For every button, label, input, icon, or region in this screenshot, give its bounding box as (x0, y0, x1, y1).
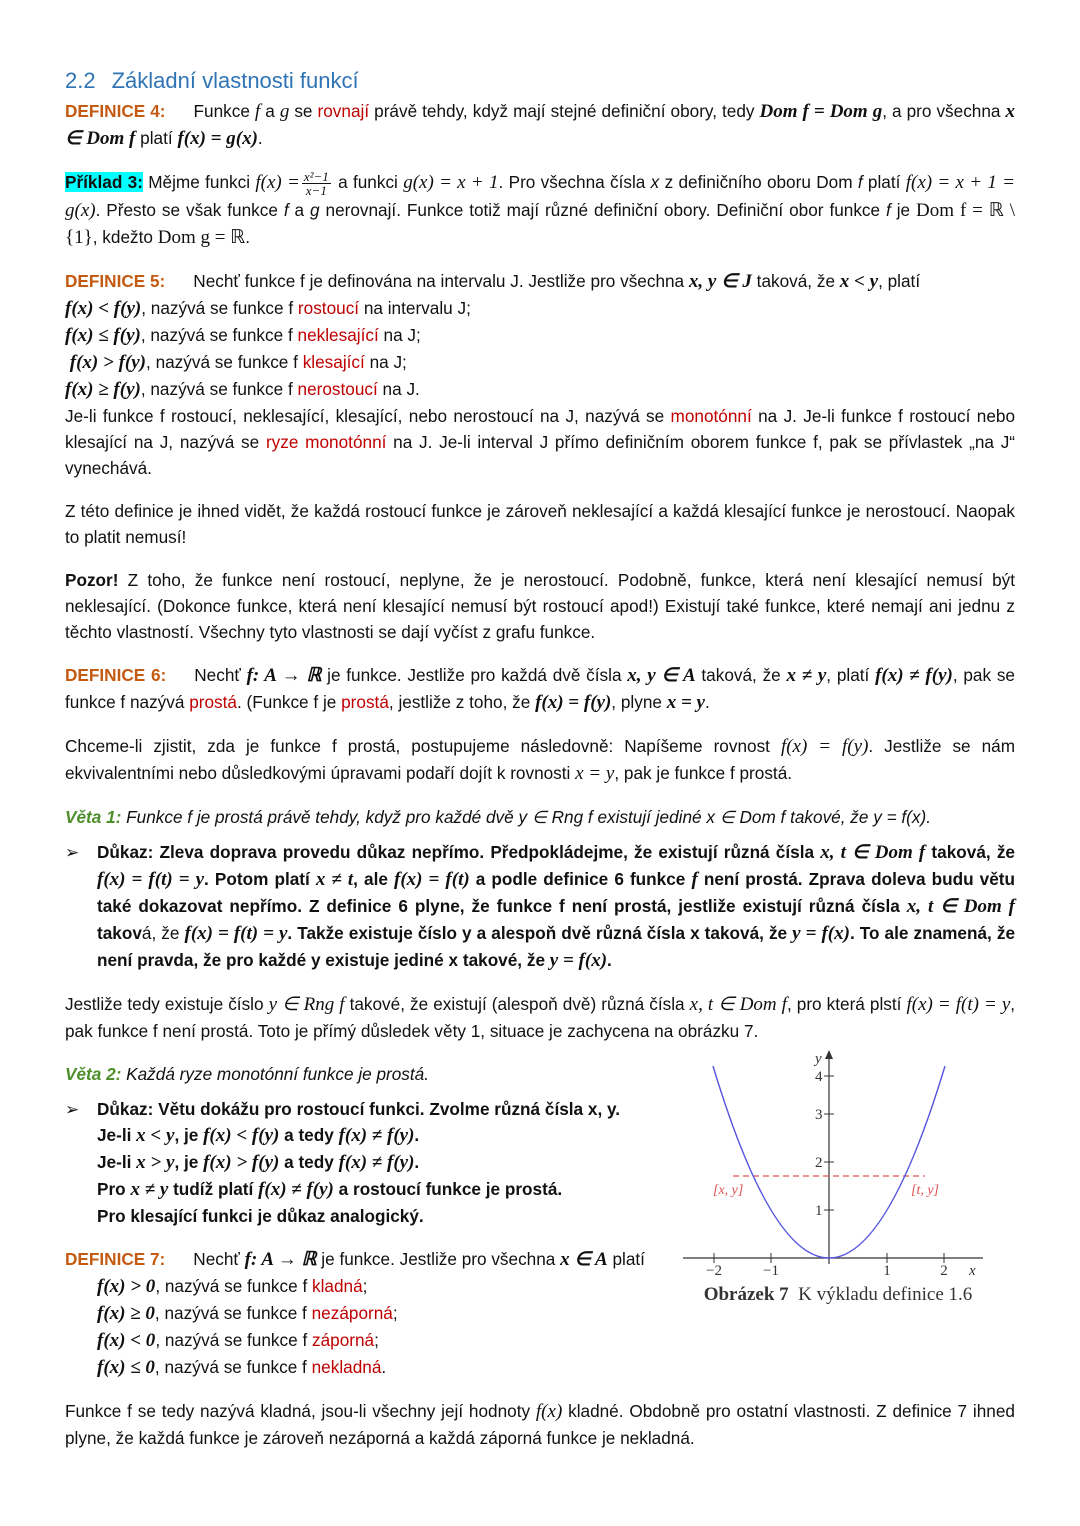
example-3: Příklad 3: Mějme funkci f(x) = $\frac{\text{x²−1}}{x-1}$ a funkci g(x) = x + 1. Pro všechna čísla x z definičního oboru Dom f platí f(x) = x + 1 = g(x). Přesto se však funkce f a g nerovnají. Funkce totiž mají různé definiční obory. Definiční obor funkce f je Dom f = ℝ \ {1}, kdežto Dom g = ℝ. (65, 168, 1016, 248)
y-axis-arrow-icon (825, 1050, 833, 1059)
fraction: $\frac{\text{x²−1}}{x-1}$ (303, 168, 329, 198)
proof-2: ➢ Důkaz: Větu dokážu pro rostoucí funkci. Zvolme různá čísla x, y. Je-li x < y, je f(x) < f(y) a tedy f(x) ≠ f(y). Je-li x > y, je f(x) > f(y) a tedy f(x) ≠ f(y). Pro x ≠ y tudíž platí f(x) ≠ f(y) a rostoucí funkce je prostá. Pro klesající funkci je důkaz analogický. (65, 1096, 665, 1229)
y-axis-label: y (815, 1051, 822, 1067)
definition-4: DEFINICE 4: Funkce f a g se rovnají právě tehdy, když mají stejné definiční obory, tedy Dom f = Dom g, a pro všechna x ∈ Dom f platí f(x) = g(x). (65, 101, 1015, 149)
y-tick-label: 1 (815, 1203, 823, 1219)
x-tick-label: 2 (940, 1263, 948, 1279)
def7-item: f(x) ≥ 0, nazývá se funkce f nezáporná; (97, 1302, 398, 1324)
theorem-2: Věta 2: Každá ryze monotónní funkce je prostá. (65, 1063, 430, 1084)
def5-item: f(x) > f(y), nazývá se funkce f klesající na J; (69, 351, 407, 373)
theorem-1: Věta 1: Funkce f je prostá právě tehdy, když pro každé dvě y ∈ Rng f existují jediné x ∈ Dom f takové, že y = f(x). (65, 806, 931, 827)
y-tick-label: 3 (815, 1107, 823, 1123)
x-tick-label: 1 (883, 1263, 891, 1279)
arrow-bullet-icon: ➢ (65, 841, 80, 862)
def5-item: f(x) < f(y), nazývá se funkce f rostoucí na intervalu J; (65, 297, 471, 319)
definition-7: DEFINICE 7: Nechť f: A → ℝ je funkce. Jestliže pro všechna x ∈ A platí f(x) > 0, nazývá se funkce f kladná; f(x) ≥ 0, nazývá se funkce f nezáporná; f(x) < 0, nazývá se funkce f záporná; f(x) ≤ 0, nazývá se funkce f nekladná. (65, 1246, 665, 1381)
x-tick-label: −1 (763, 1263, 779, 1279)
y-tick-label: 4 (815, 1069, 823, 1085)
paragraph-sign-summary: Funkce f se tedy nazývá kladná, jsou-li všechny její hodnoty f(x) kladné. Obdobně pro ostatní vlastnosti. Z definice 7 ihned plyne, že každá funkce je zároveň nezáporná a každá záporná funkce je nekladná. (65, 1400, 1015, 1448)
def5-item: f(x) ≥ f(y), nazývá se funkce f nerostoucí na J. (65, 378, 420, 400)
figure-caption: Obrázek 7 K výkladu definice 1.6 (703, 1284, 973, 1305)
proof-1: ➢ Důkaz: Zleva doprava provedu důkaz nepřímo. Předpokládejme, že existují různá čísla x, t ∈ Dom f taková, že f(x) = f(t) = y. Potom platí x ≠ t, ale f(x) = f(t) a podle definice 6 funkce f není prostá. Zprava doleva budu větu také dokazovat nepřímo. Z definice 6 plyne, že funkce f není prostá, jestliže existují různá čísla x, t ∈ Dom f taková, že f(x) = f(t) = y. Takže existuje číslo y a alespoň dvě různá čísla x taková, že y = f(x). To ale znamená, že není pravda, že pro každé y existuje jediné x takové, že y = f(x). (65, 839, 1015, 974)
keyword-rovnaji: rovnají (317, 101, 370, 121)
definition-5: DEFINICE 5: Nechť funkce f je definována na intervalu J. Jestliže pro všechna x, y ∈ J taková, že x < y, platí f(x) < f(y), nazývá se funkce f rostoucí na intervalu J; f(x) ≤ f(y), nazývá se funkce f neklesající na J; f(x) > f(y), nazývá se funkce f klesající na J; f(x) ≥ f(y), nazývá se funkce f nerostoucí na J. Je-li funkce f rostoucí, neklesající, klesající, nebo nerostoucí na J, nazývá se monotónní na J. Je-li funkce f rostoucí nebo klesající na J, nazývá se ryze monotónní na J. Je-li interval J přímo definičním oborem funkce f, pak se přívlastek „na J“ vynechává. (65, 270, 1016, 478)
paragraph-injectivity-method: Chceme-li zjistit, zda je funkce f prostá, postupujeme následovně: Napíšeme rovnost f(x) = f(y). Jestliže se nám ekvivalentními nebo důsledkovými úpravami podaří dojít k rovnosti x = y, pak je funkce f prostá. (65, 735, 1016, 784)
paragraph-consequence: Jestliže tedy existuje číslo y ∈ Rng f takové, že existují (alespoň dvě) různá čísla x, t ∈ Dom f, pro která plstí f(x) = f(t) = y, pak funkce f není prostá. Toto je přímý důsledek věty 1, situace je zachycena na obrázku 7. (65, 993, 1016, 1041)
x-axis-label: x (969, 1263, 976, 1279)
point-label-left: [x, y] (713, 1183, 744, 1198)
y-tick-label: 2 (815, 1155, 823, 1171)
def7-item: f(x) ≤ 0, nazývá se funkce f nekladná. (97, 1356, 387, 1378)
def7-item: f(x) > 0, nazývá se funkce f kladná; (97, 1275, 368, 1297)
example-label: Příklad 3: (65, 172, 143, 192)
def7-item: f(x) < 0, nazývá se funkce f záporná; (97, 1329, 379, 1351)
figure-7 (673, 1048, 1003, 1313)
parabola-graph (673, 1048, 1003, 1280)
x-tick-label: −2 (706, 1263, 722, 1279)
def5-item: f(x) ≤ f(y), nazývá se funkce f neklesající na J; (65, 324, 421, 346)
section-heading: 2.2 Základní vlastnosti funkcí (65, 68, 359, 93)
paragraph-monotone-note: Z této definice je ihned vidět, že každá rostoucí funkce je zároveň neklesající a každá klesající funkce je nerostoucí. Naopak to platit nemusí! (65, 500, 1015, 547)
point-label-right: [t, y] (911, 1183, 939, 1198)
definition-6: DEFINICE 6: Nechť f: A → ℝ je funkce. Jestliže pro každá dvě čísla x, y ∈ A taková, že x ≠ y, platí f(x) ≠ f(y), pak se funkce f nazývá prostá. (Funkce f je prostá, jestliže z toho, že f(x) = f(y), plyne x = y. (65, 664, 1015, 713)
arrow-bullet-icon: ➢ (65, 1098, 80, 1119)
paragraph-pozor: Pozor! Z toho, že funkce není rostoucí, neplyne, že je nerostoucí. Podobně, funkce, která není klesající nemusí být neklesající. (Dokonce funkce, která není klesající nemusí být rostoucí apod!) Existují také funkce, které nemají ani jednu z těchto vlastností. Všechny tyto vlastnosti se dají vyčíst z grafu funkce. (65, 569, 1015, 642)
